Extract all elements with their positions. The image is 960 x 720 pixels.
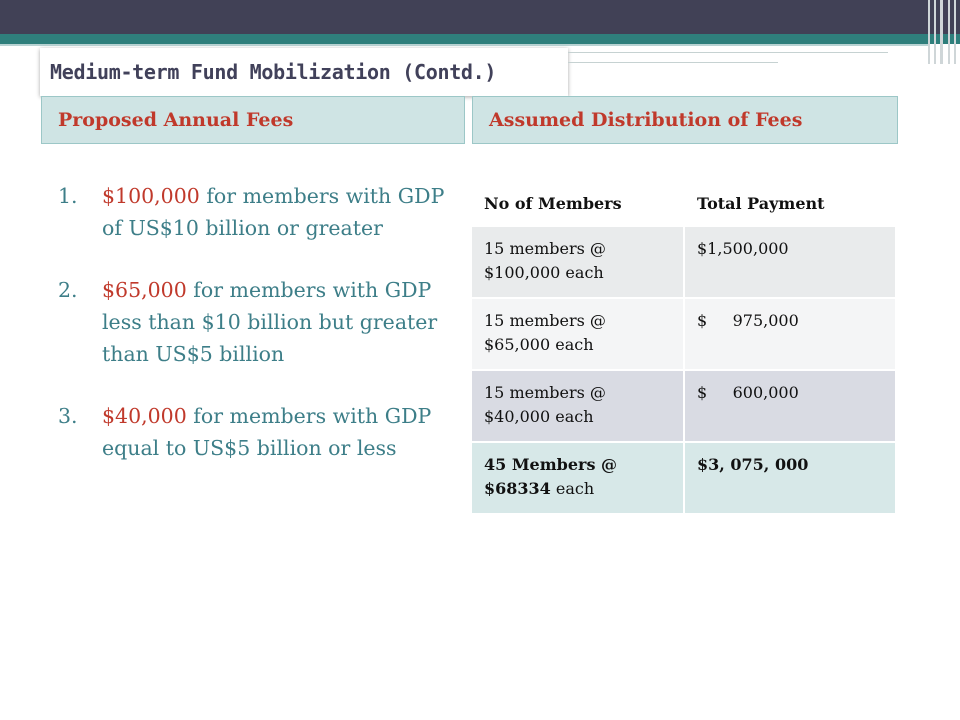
table-header-row	[472, 184, 896, 226]
list-item	[58, 274, 458, 370]
members-total-bold: 45 Members @ $68334	[484, 455, 618, 498]
column-header-payment: Total Payment	[684, 184, 896, 226]
distribution-table	[472, 184, 897, 515]
fee-list	[58, 180, 458, 494]
payment-cell: $1,500,000	[684, 226, 896, 298]
members-cell: 15 members @ $40,000 each	[472, 370, 684, 442]
members-total-cell	[472, 442, 684, 514]
slide-title: Medium-term Fund Mobilization (Contd.)	[50, 60, 497, 84]
table-row	[472, 298, 896, 370]
top-accent-line	[0, 44, 930, 46]
list-item-text	[102, 400, 458, 464]
distribution-header	[472, 96, 898, 144]
table-row	[472, 370, 896, 442]
top-accent-bar	[0, 34, 960, 44]
title-rule	[568, 52, 888, 53]
fee-amount: $100,000	[102, 184, 200, 208]
table-row	[472, 226, 896, 298]
list-item-number: 3.	[58, 404, 78, 428]
fee-description: for members with GDP equal to US$5 billion or less	[102, 404, 432, 460]
list-item-number: 1.	[58, 184, 78, 208]
list-item-text	[102, 180, 458, 244]
proposed-fees-header-label: Proposed Annual Fees	[58, 109, 294, 131]
payment-total-cell: $3, 075, 000	[684, 442, 896, 514]
list-item	[58, 400, 458, 464]
title-rule-secondary	[568, 62, 778, 63]
corner-stripes	[924, 0, 960, 64]
payment-cell: $ 975,000	[684, 298, 896, 370]
top-decor-bar	[0, 0, 960, 34]
members-cell: 15 members @ $100,000 each	[472, 226, 684, 298]
members-cell: 15 members @ $65,000 each	[472, 298, 684, 370]
payment-cell: $ 600,000	[684, 370, 896, 442]
fee-amount: $40,000	[102, 404, 187, 428]
distribution-header-label: Assumed Distribution of Fees	[489, 109, 803, 131]
fee-amount: $65,000	[102, 278, 187, 302]
members-total-suffix: each	[550, 479, 595, 498]
fee-description: for members with GDP of US$10 billion or greater	[102, 184, 445, 240]
fee-description: for members with GDP less than $10 billion but greater than US$5 billion	[102, 278, 438, 366]
table-total-row	[472, 442, 896, 514]
list-item-text	[102, 274, 458, 370]
list-item-number: 2.	[58, 278, 78, 302]
column-header-members: No of Members	[472, 184, 684, 226]
list-item	[58, 180, 458, 244]
proposed-fees-header	[41, 96, 465, 144]
title-box	[40, 48, 568, 96]
